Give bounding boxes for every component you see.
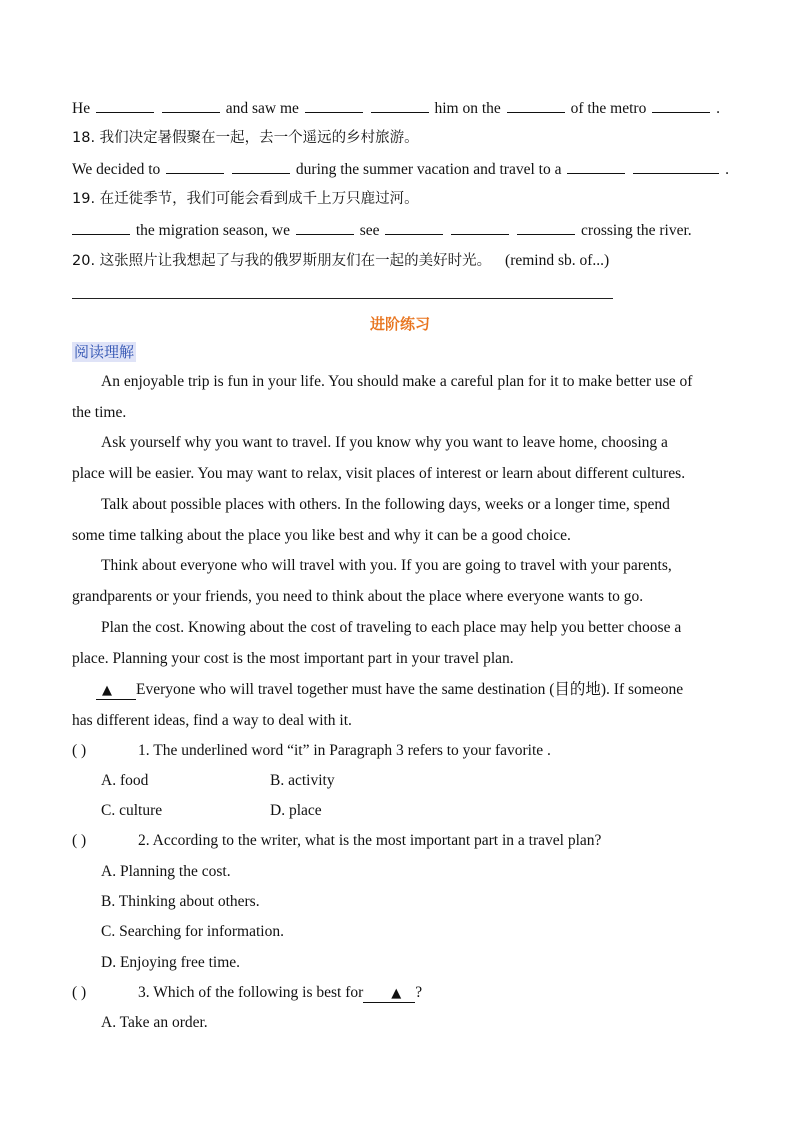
- q19-text-3: crossing the river.: [581, 222, 692, 239]
- question-3: [72, 983, 422, 1003]
- q18-chinese: 18. 我们决定暑假聚在一起，去一个遥远的乡村旅游。: [72, 130, 419, 146]
- triangle-marker-icon: ▲: [391, 986, 402, 1001]
- passage-p3-line1: Talk about possible places with others. In the following days, weeks or a longer time, spend: [101, 496, 670, 513]
- question-2: [72, 831, 601, 851]
- q20-chinese: 20. 这张照片让我想起了与我的俄罗斯朋友们在一起的美好时光。: [72, 253, 492, 269]
- passage-p1-line2: the time.: [72, 404, 127, 421]
- question-2-text: 2. According to the writer, what is the most important part in a travel plan?: [138, 832, 602, 849]
- question-3-text: 3. Which of the following is best for: [138, 984, 364, 1001]
- question-1: [72, 741, 551, 761]
- q20-prompt: [72, 251, 609, 271]
- q20-answer-line[interactable]: [72, 298, 613, 299]
- answer-blank[interactable]: [385, 220, 443, 235]
- reading-comprehension-label: 阅读理解: [74, 343, 135, 361]
- q1-option-c[interactable]: C. culture: [101, 802, 163, 819]
- passage-p6-line1: [96, 680, 683, 700]
- answer-blank[interactable]: [371, 98, 429, 113]
- missing-sentence-blank[interactable]: [363, 985, 415, 1003]
- passage-p1-line1: An enjoyable trip is fun in your life. You should make a careful plan for it to make better use of: [101, 373, 693, 390]
- passage-p3-line2: some time talking about the place you like best and why it can be a good choice.: [72, 527, 571, 544]
- passage-p6-line2: has different ideas, find a way to deal with it.: [72, 712, 352, 729]
- q2-option-b[interactable]: B. Thinking about others.: [101, 893, 260, 910]
- q18-text-1: We decided to: [72, 161, 161, 178]
- q17-text-2: and saw me: [225, 100, 299, 117]
- answer-blank[interactable]: [507, 98, 565, 113]
- passage-p6-text: Everyone who will travel together must have the same destination (目的地). If someone: [136, 681, 684, 698]
- q3-option-a[interactable]: A. Take an order.: [101, 1014, 208, 1031]
- question-3-end: ?: [415, 984, 423, 1001]
- q17-sentence: [72, 98, 720, 119]
- q19-text-2: see: [359, 222, 380, 239]
- q17-text-1: He: [72, 100, 91, 117]
- q17-text-4: of the metro: [570, 100, 647, 117]
- answer-blank[interactable]: [166, 159, 224, 174]
- q18-text-2: during the summer vacation and travel to a: [295, 161, 562, 178]
- answer-blank[interactable]: [305, 98, 363, 113]
- q2-option-a[interactable]: A. Planning the cost.: [101, 863, 231, 880]
- q1-option-a[interactable]: A. food: [101, 772, 149, 789]
- answer-blank[interactable]: [232, 159, 290, 174]
- answer-blank[interactable]: [567, 159, 625, 174]
- passage-p2-line2: place will be easier. You may want to relax, visit places of interest or learn about different cultures.: [72, 465, 686, 482]
- passage-p5-line2: place. Planning your cost is the most important part in your travel plan.: [72, 650, 514, 667]
- answer-blank[interactable]: [652, 98, 710, 113]
- answer-blank[interactable]: [633, 159, 719, 174]
- answer-parentheses[interactable]: ( ): [72, 984, 87, 1001]
- q2-option-c[interactable]: C. Searching for information.: [101, 923, 284, 940]
- section-heading: 进阶练习: [369, 315, 430, 333]
- answer-blank[interactable]: [517, 220, 575, 235]
- q2-option-d[interactable]: D. Enjoying free time.: [101, 954, 241, 971]
- triangle-marker-icon: ▲: [102, 683, 112, 698]
- q20-hint: (remind sb. of...): [505, 252, 610, 269]
- passage-p2-line1: Ask yourself why you want to travel. If you know why you want to leave home, choosing a: [101, 434, 668, 451]
- q17-text-5: .: [716, 100, 720, 117]
- answer-blank[interactable]: [96, 98, 154, 113]
- q19-chinese: 19. 在迁徙季节，我们可能会看到成千上万只鹿过河。: [72, 191, 419, 207]
- q19-english: [72, 220, 692, 241]
- q1-option-b[interactable]: B. activity: [270, 772, 335, 789]
- passage-p4-line1: Think about everyone who will travel with you. If you are going to travel with your parents,: [101, 557, 672, 574]
- q18-english: [72, 159, 729, 180]
- question-1-text: 1. The underlined word “it” in Paragraph 3 refers to your favorite .: [138, 742, 551, 759]
- missing-sentence-blank[interactable]: [96, 682, 136, 700]
- answer-blank[interactable]: [296, 220, 354, 235]
- passage-p5-line1: Plan the cost. Knowing about the cost of traveling to each place may help you better choose a: [101, 619, 682, 636]
- answer-blank[interactable]: [451, 220, 509, 235]
- answer-parentheses[interactable]: ( ): [72, 742, 87, 759]
- q1-option-d[interactable]: D. place: [270, 802, 322, 819]
- passage-p4-line2: grandparents or your friends, you need to think about the place where everyone wants to go.: [72, 588, 644, 605]
- q17-text-3: him on the: [434, 100, 501, 117]
- q18-text-3: .: [725, 161, 729, 178]
- answer-parentheses[interactable]: ( ): [72, 832, 87, 849]
- q19-text-1: the migration season, we: [135, 222, 290, 239]
- answer-blank[interactable]: [72, 220, 130, 235]
- answer-blank[interactable]: [162, 98, 220, 113]
